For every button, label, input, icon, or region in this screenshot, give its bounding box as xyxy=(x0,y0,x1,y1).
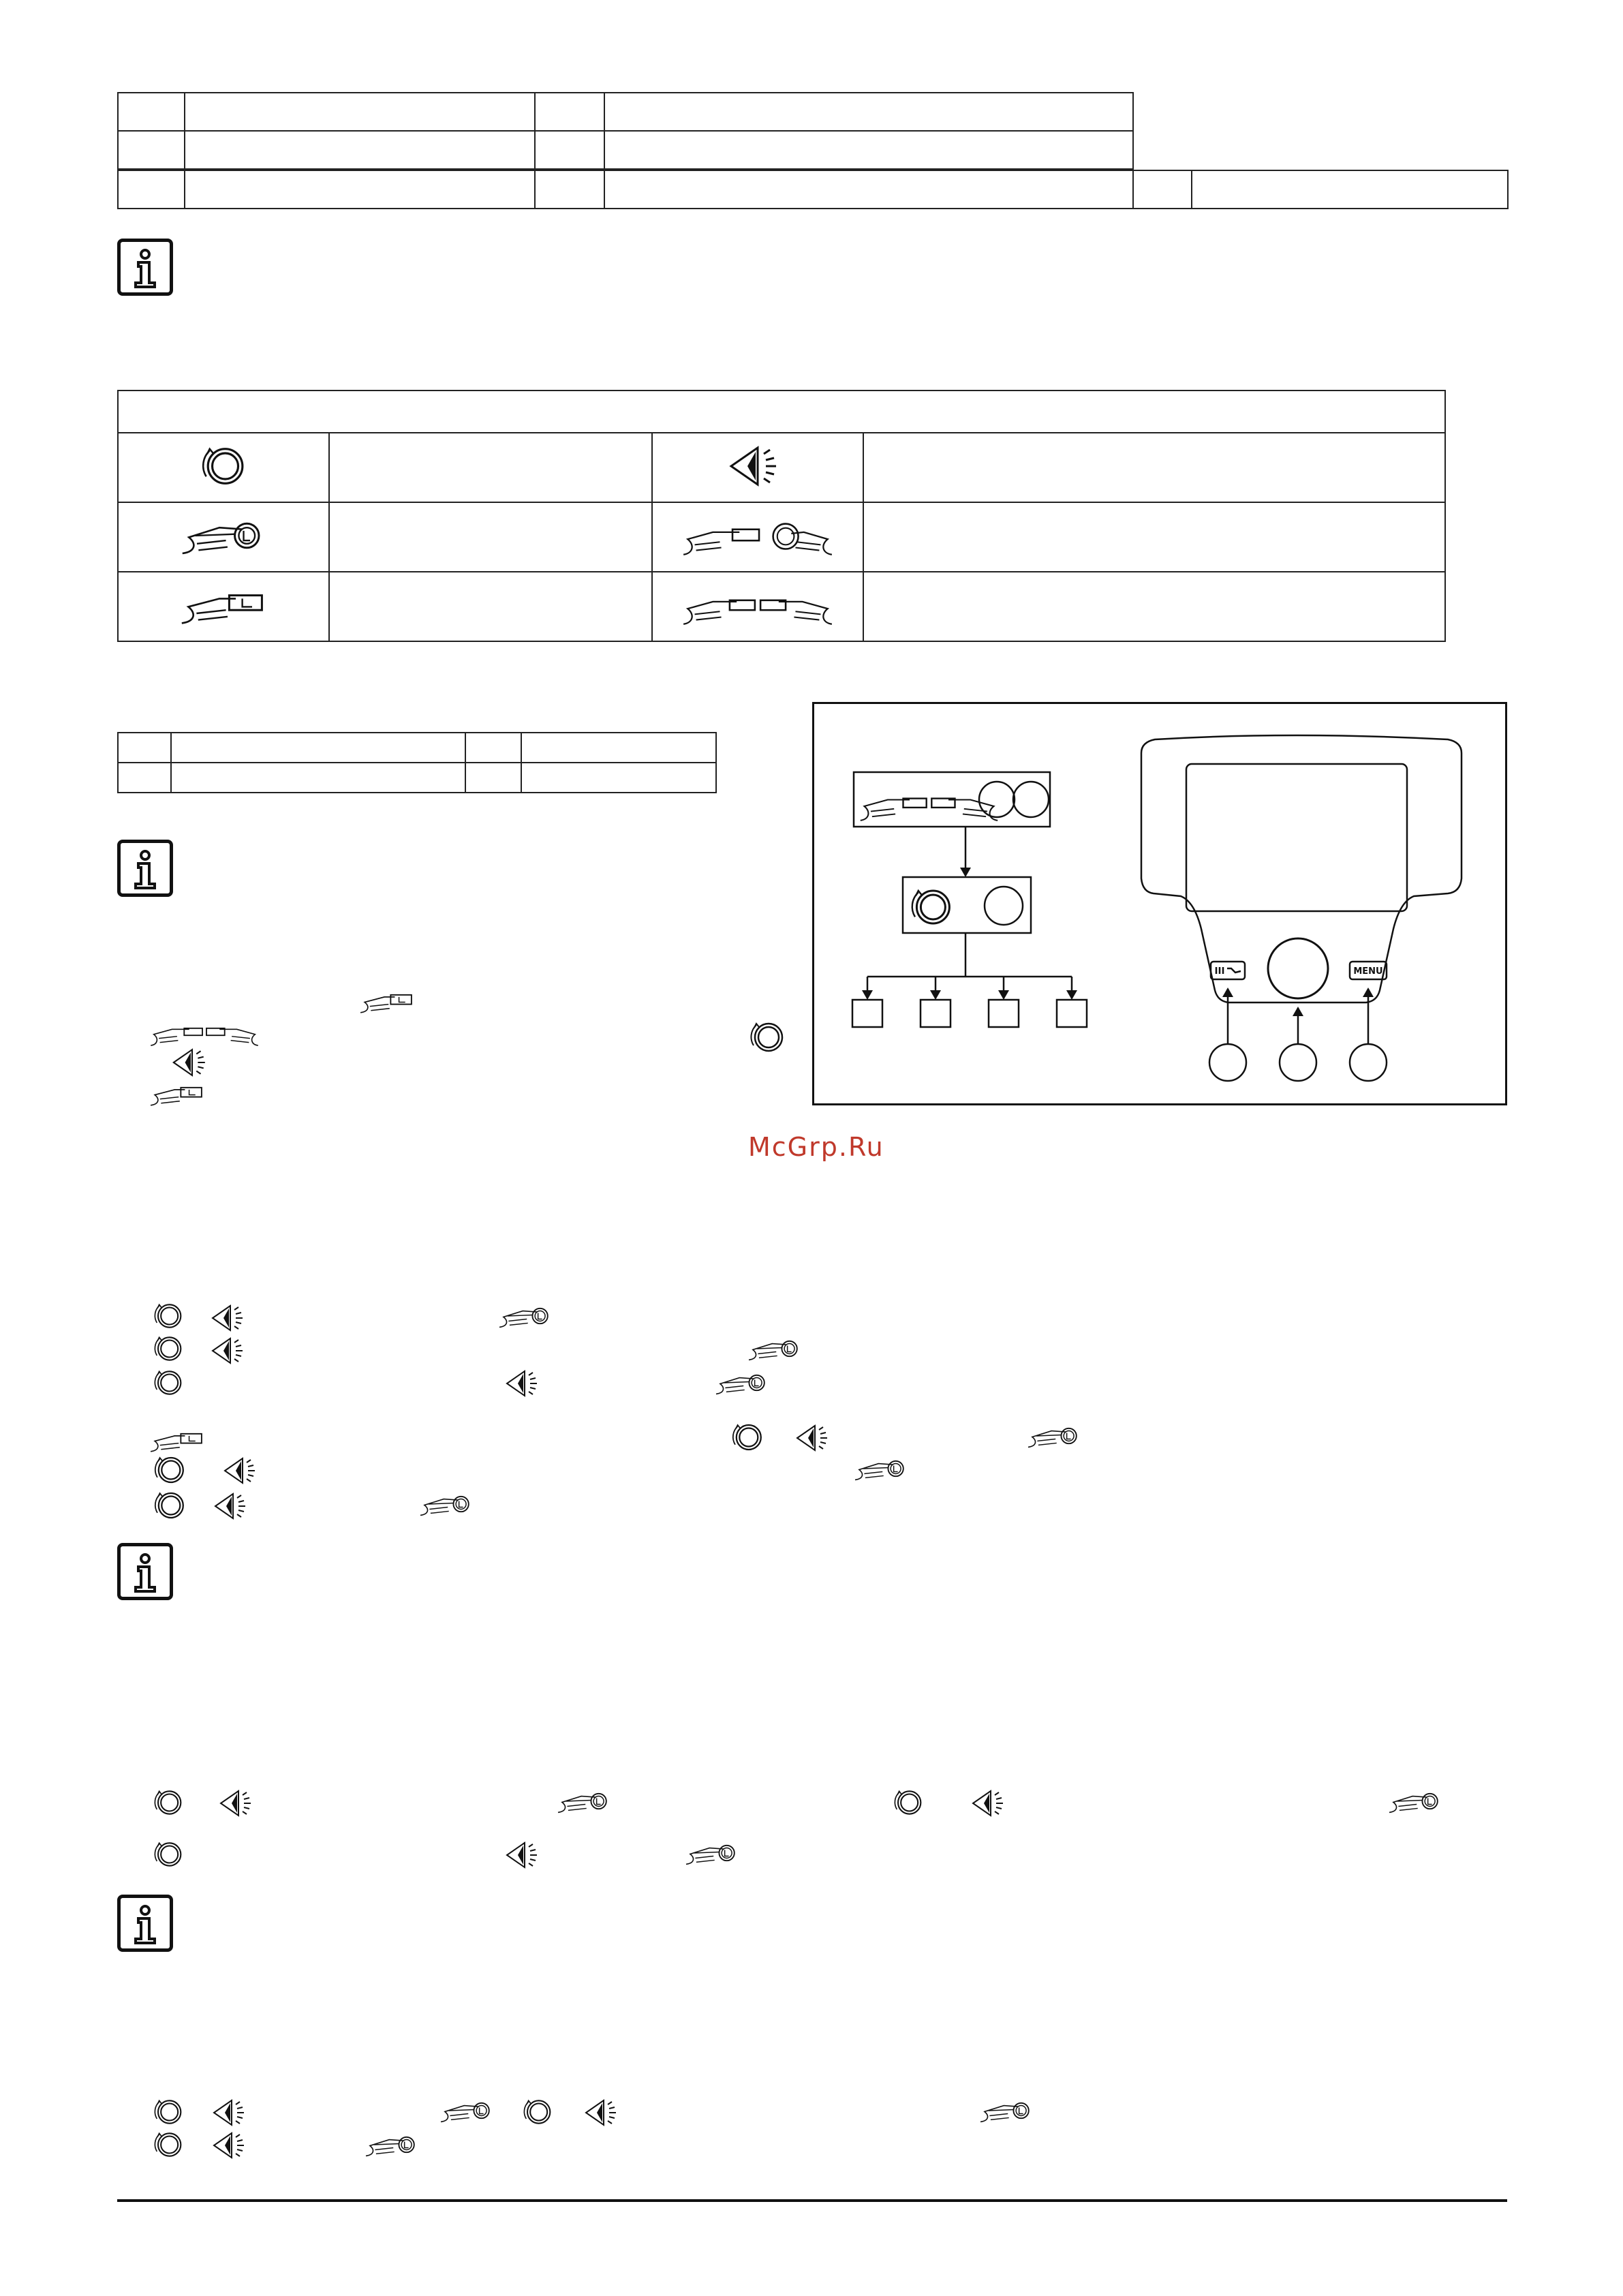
display-view-icon xyxy=(213,1491,253,1521)
press-knob-icon xyxy=(978,2094,1034,2128)
knob-rotate-icon xyxy=(151,1786,185,1820)
legend-header-row xyxy=(118,391,1445,433)
table-row xyxy=(118,170,1508,209)
display-view-icon xyxy=(583,2098,624,2128)
knob-rotate-icon xyxy=(151,1366,185,1400)
knob-rotate-icon xyxy=(521,2095,555,2129)
table-row xyxy=(118,131,1133,169)
press-knob-icon xyxy=(418,1487,474,1521)
table-row xyxy=(118,572,1445,641)
press-button-icon xyxy=(149,1077,206,1111)
info-icon xyxy=(117,1543,173,1600)
press-button-and-knob-icon xyxy=(681,511,835,560)
display-view-icon xyxy=(211,2098,252,2128)
info-icon xyxy=(117,239,173,296)
knob-rotate-icon xyxy=(151,2095,185,2129)
info-icon xyxy=(117,1895,173,1952)
knob-rotate-icon xyxy=(151,2128,185,2162)
press-two-buttons-icon xyxy=(681,581,835,630)
small-table xyxy=(117,732,717,793)
knob-rotate-icon xyxy=(151,1452,188,1488)
display-view-icon xyxy=(211,2130,252,2160)
press-knob-icon xyxy=(714,1366,770,1400)
table-row xyxy=(118,433,1445,502)
knob-rotate-icon xyxy=(747,1017,788,1058)
press-knob-icon xyxy=(179,511,268,560)
display-view-icon xyxy=(170,1047,214,1078)
knob-rotate-icon xyxy=(891,1786,925,1820)
display-view-icon xyxy=(218,1788,259,1818)
menu-button-label: MENU xyxy=(1353,966,1383,977)
table-row xyxy=(118,733,716,763)
symbol-legend-table xyxy=(117,390,1446,642)
knob-rotate-icon xyxy=(729,1419,766,1456)
top-spec-table xyxy=(117,92,1134,170)
press-knob-icon xyxy=(747,1332,803,1366)
table-row xyxy=(118,763,716,793)
display-view-icon xyxy=(210,1336,251,1366)
press-knob-icon xyxy=(1387,1784,1443,1818)
display-view-icon xyxy=(222,1456,263,1486)
display-view-icon xyxy=(794,1423,835,1453)
table-row xyxy=(118,93,1133,131)
display-view-icon xyxy=(210,1303,251,1333)
watermark: McGrp.Ru xyxy=(748,1132,884,1162)
control-panel-diagram xyxy=(812,702,1507,1105)
knob-rotate-icon xyxy=(151,1837,185,1871)
press-knob-icon xyxy=(556,1784,612,1818)
press-knob-icon xyxy=(364,2128,420,2162)
knob-rotate-icon xyxy=(193,440,254,492)
press-knob-icon xyxy=(684,1836,740,1870)
footer-rule xyxy=(117,2199,1507,2202)
press-button-icon xyxy=(358,984,416,1018)
knob-rotate-icon xyxy=(151,1332,185,1366)
top-spec-table-row-3 xyxy=(117,170,1509,209)
info-icon xyxy=(117,840,173,897)
press-knob-icon xyxy=(439,2094,495,2128)
display-view-icon xyxy=(970,1788,1011,1818)
press-knob-icon xyxy=(1026,1419,1082,1453)
press-knob-icon xyxy=(497,1299,553,1333)
table-row xyxy=(118,502,1445,572)
knob-rotate-icon xyxy=(151,1299,185,1333)
press-knob-icon xyxy=(853,1452,909,1486)
display-view-icon xyxy=(504,1840,545,1870)
panel-drawing xyxy=(814,704,1505,1103)
press-two-buttons-icon xyxy=(149,1014,260,1050)
display-view-icon xyxy=(727,444,788,489)
knob-rotate-icon xyxy=(151,1487,188,1524)
press-button-icon xyxy=(174,581,273,630)
display-view-icon xyxy=(504,1368,545,1398)
